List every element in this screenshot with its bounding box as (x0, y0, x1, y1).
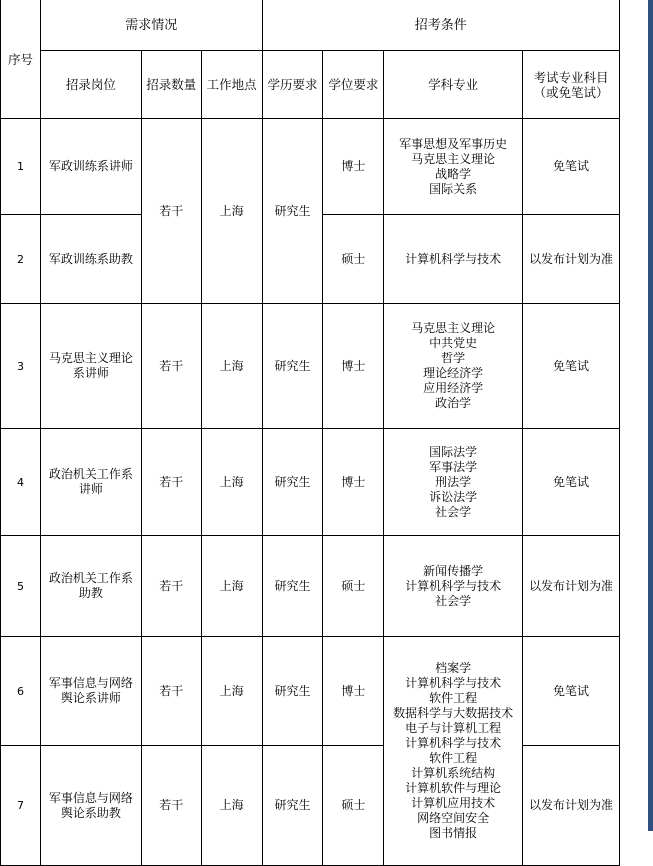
table-row (1, 429, 620, 536)
location-cell: 上海 (201, 304, 262, 429)
post-cell: 军事信息与网络舆论系讲师 (40, 637, 141, 746)
major-item: 政治学 (435, 396, 472, 410)
seq-cell: 7 (1, 746, 41, 866)
degree-cell: 硕士 (323, 536, 384, 637)
post-cell: 军政训练系讲师 (40, 119, 141, 215)
major-item: 社会学 (435, 593, 472, 608)
major-item: 新闻传播学 (423, 563, 484, 578)
major-item: 理论经济学 (423, 366, 484, 380)
exam-cell: 免笔试 (523, 119, 620, 215)
education-cell: 研究生 (262, 746, 323, 866)
degree-cell: 硕士 (323, 746, 384, 866)
header-conditions-group: 招考条件 (262, 0, 619, 51)
major-cell (384, 215, 523, 304)
major-item: 软件工程 (429, 691, 478, 705)
group-header-row (1, 0, 620, 51)
major-item: 应用经济学 (423, 381, 484, 395)
count-cell: 若干 (141, 429, 201, 536)
header-location: 工作地点 (201, 51, 262, 119)
major-item: 刑法学 (435, 474, 472, 489)
exam-cell: 以发布计划为准 (523, 215, 620, 304)
table-row (1, 304, 620, 429)
header-demand-group: 需求情况 (40, 0, 262, 51)
location-cell: 上海 (201, 429, 262, 536)
count-cell: 若干 (141, 536, 201, 637)
major-item: 马克思主义理论 (411, 151, 496, 166)
major-cell (384, 637, 523, 866)
major-item: 军事思想及军事历史 (399, 136, 508, 151)
header-seq: 序号 (1, 0, 41, 119)
table-row (1, 119, 620, 215)
header-education: 学历要求 (262, 51, 323, 119)
major-cell (384, 536, 523, 637)
major-item: 国际法学 (429, 444, 478, 459)
count-cell: 若干 (141, 746, 201, 866)
major-cell (384, 304, 523, 429)
header-exam: 考试专业科目（或免笔试） (523, 51, 620, 119)
seq-cell: 1 (1, 119, 41, 215)
header-post: 招录岗位 (40, 51, 141, 119)
major-item: 国际关系 (429, 181, 478, 196)
header-count: 招录数量 (141, 51, 201, 119)
location-cell: 上海 (201, 746, 262, 866)
major-item: 哲学 (441, 351, 466, 365)
seq-cell: 4 (1, 429, 41, 536)
major-item: 数据科学与大数据技术 (393, 706, 514, 720)
count-cell: 若干 (141, 119, 201, 304)
education-cell: 研究生 (262, 637, 323, 746)
degree-cell: 博士 (323, 429, 384, 536)
major-item: 社会学 (435, 504, 472, 519)
major-item: 军事法学 (429, 459, 478, 474)
exam-cell: 免笔试 (523, 304, 620, 429)
major-item: 图书情报 (429, 826, 478, 840)
education-cell: 研究生 (262, 429, 323, 536)
location-cell: 上海 (201, 119, 262, 304)
major-item: 计算机科学与技术 (405, 578, 502, 593)
major-cell (384, 429, 523, 536)
column-header-row (1, 51, 620, 119)
exam-cell: 免笔试 (523, 429, 620, 536)
major-item: 网络空间安全 (417, 811, 490, 825)
degree-cell: 博士 (323, 304, 384, 429)
count-cell: 若干 (141, 304, 201, 429)
seq-cell: 5 (1, 536, 41, 637)
right-edge-bar (648, 0, 653, 831)
degree-cell: 博士 (323, 119, 384, 215)
education-cell: 研究生 (262, 304, 323, 429)
table-row (1, 746, 620, 866)
count-cell: 若干 (141, 637, 201, 746)
exam-cell: 以发布计划为准 (523, 536, 620, 637)
header-degree: 学位要求 (323, 51, 384, 119)
education-cell: 研究生 (262, 536, 323, 637)
location-cell: 上海 (201, 536, 262, 637)
degree-cell: 硕士 (323, 215, 384, 304)
major-item: 诉讼法学 (429, 489, 478, 504)
seq-cell: 6 (1, 637, 41, 746)
post-cell: 马克思主义理论系讲师 (40, 304, 141, 429)
table-row (1, 536, 620, 637)
major-item: 马克思主义理论 (411, 321, 496, 335)
seq-cell: 3 (1, 304, 41, 429)
major-item: 软件工程 (429, 751, 478, 765)
degree-cell: 博士 (323, 637, 384, 746)
post-cell: 政治机关工作系讲师 (40, 429, 141, 536)
major-item: 计算机软件与理论 (405, 781, 502, 795)
major-item: 计算机科学与技术 (405, 736, 502, 750)
table-row (1, 637, 620, 746)
major-item: 计算机系统结构 (411, 766, 496, 780)
major-item: 档案学 (435, 661, 472, 675)
post-cell: 军事信息与网络舆论系助教 (40, 746, 141, 866)
major-item: 计算机应用技术 (411, 796, 496, 810)
major-item: 计算机科学与技术 (405, 676, 502, 690)
seq-cell: 2 (1, 215, 41, 304)
header-major: 学科专业 (384, 51, 523, 119)
education-cell: 研究生 (262, 119, 323, 304)
post-cell: 军政训练系助教 (40, 215, 141, 304)
major-cell (384, 119, 523, 215)
post-cell: 政治机关工作系助教 (40, 536, 141, 637)
exam-cell: 以发布计划为准 (523, 746, 620, 866)
major-item: 战略学 (435, 166, 472, 181)
location-cell: 上海 (201, 637, 262, 746)
major-item: 电子与计算机工程 (405, 721, 502, 735)
exam-cell: 免笔试 (523, 637, 620, 746)
major-item: 计算机科学与技术 (405, 251, 502, 266)
major-item: 中共党史 (429, 336, 478, 350)
